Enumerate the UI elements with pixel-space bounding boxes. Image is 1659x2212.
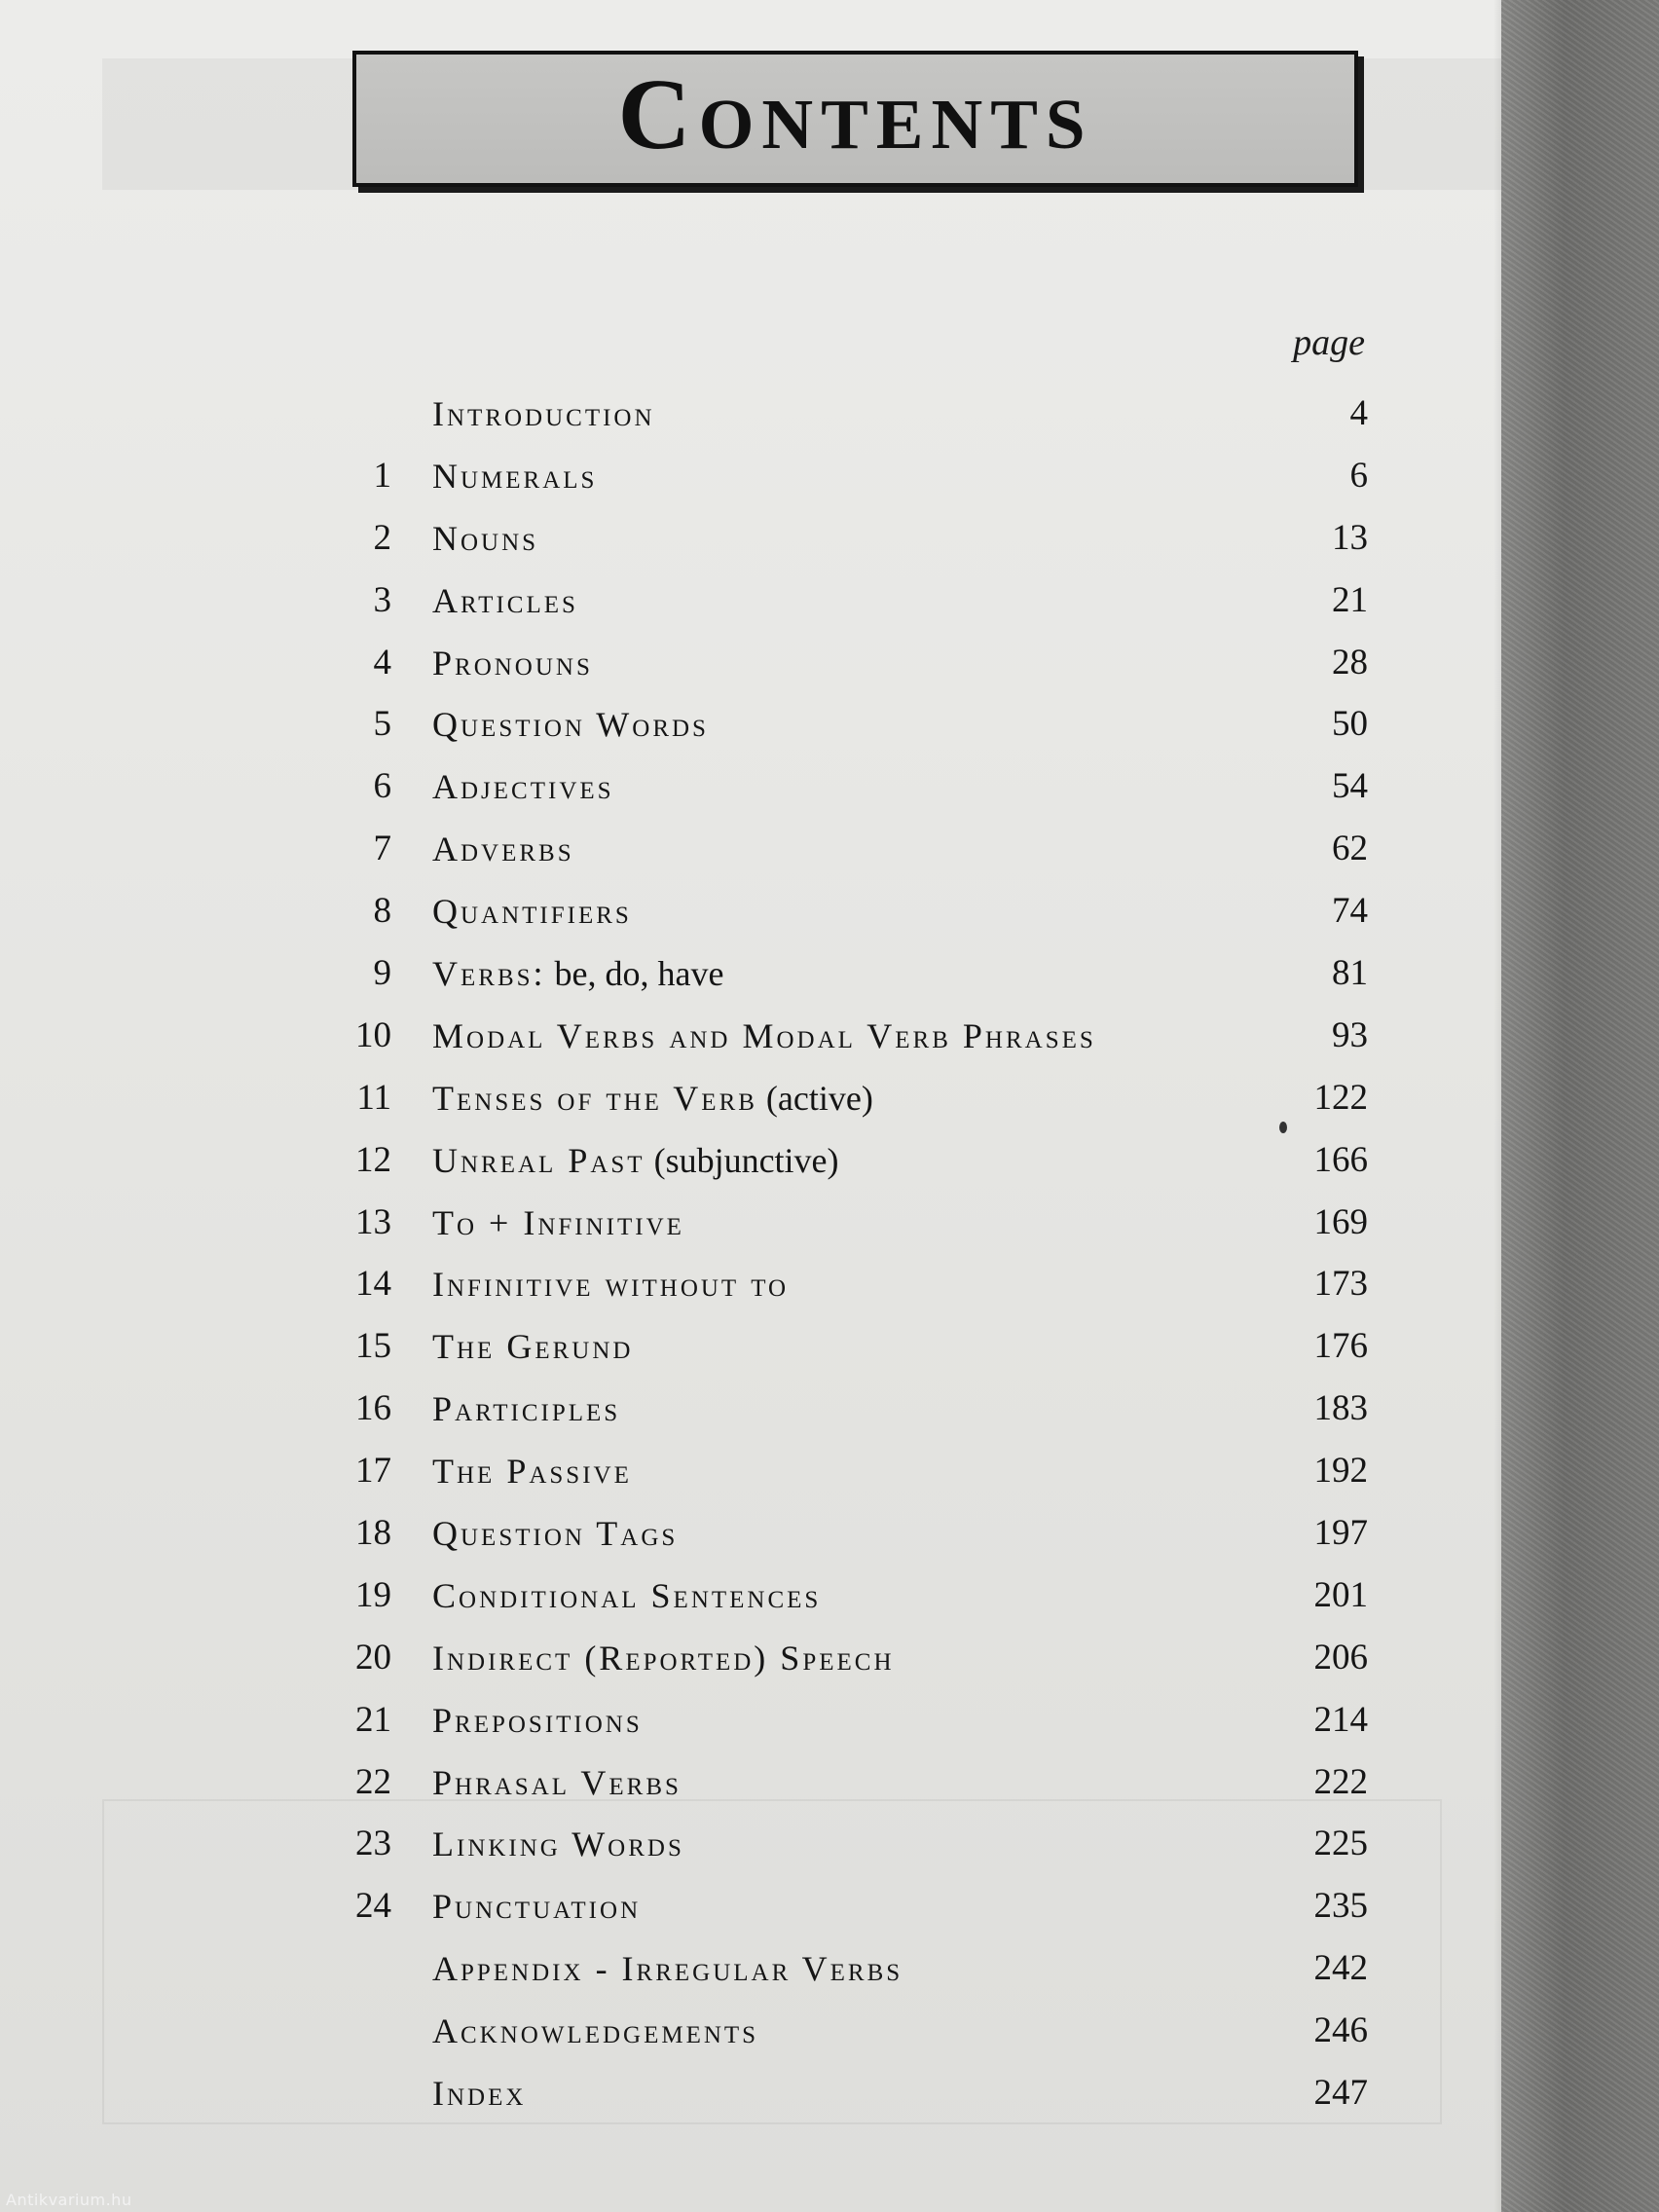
page-number: 183 xyxy=(1313,1388,1368,1429)
chapter-title-text: Punctuation xyxy=(432,1887,642,1927)
toc-entry xyxy=(331,634,1368,696)
page-number: 192 xyxy=(1313,1451,1368,1492)
chapter-number: 15 xyxy=(355,1326,391,1367)
toc-entry xyxy=(331,820,1368,882)
toc-entry xyxy=(331,882,1368,944)
chapter-number: 7 xyxy=(373,829,391,869)
toc-entry xyxy=(331,447,1368,509)
contents-title-box xyxy=(352,51,1358,187)
chapter-title-text: Conditional Sentences xyxy=(432,1575,822,1615)
toc-entry xyxy=(331,571,1368,634)
chapter-title xyxy=(432,1939,903,1998)
page-number: 6 xyxy=(1349,455,1368,496)
chapter-title-suffix: (subjunctive) xyxy=(645,1140,839,1180)
page-number: 222 xyxy=(1313,1761,1368,1802)
print-speck xyxy=(1279,1122,1287,1133)
chapter-title xyxy=(432,1069,873,1127)
chapter-number: 20 xyxy=(355,1637,391,1677)
chapter-title-text: Verbs: xyxy=(432,954,546,994)
chapter-title xyxy=(432,1442,632,1500)
page-number: 225 xyxy=(1313,1824,1368,1864)
chapter-title-text: Indirect (Reported) Speech xyxy=(432,1638,895,1677)
chapter-title-suffix: (active) xyxy=(756,1078,873,1118)
chapter-title xyxy=(432,571,578,630)
page-number: 13 xyxy=(1332,517,1368,558)
chapter-title-text: The Gerund xyxy=(432,1327,634,1367)
chapter-title xyxy=(432,944,723,1003)
chapter-number: 19 xyxy=(355,1574,391,1615)
toc-entry xyxy=(331,1255,1368,1317)
chapter-number: 21 xyxy=(355,1699,391,1740)
page-number: 166 xyxy=(1313,1139,1368,1180)
chapter-title-text: Numerals xyxy=(432,456,598,496)
chapter-title-text: Nouns xyxy=(432,518,539,558)
chapter-number: 17 xyxy=(355,1451,391,1492)
page-number: 54 xyxy=(1332,766,1368,807)
chapter-title-suffix: be, do, have xyxy=(545,954,724,994)
chapter-number: 1 xyxy=(373,455,391,496)
page-number: 62 xyxy=(1332,829,1368,869)
chapter-title xyxy=(432,1753,682,1812)
chapter-title-text: The Passive xyxy=(432,1452,632,1492)
chapter-title xyxy=(432,1194,684,1252)
toc-entry xyxy=(331,1567,1368,1629)
chapter-title xyxy=(432,1255,789,1313)
chapter-title xyxy=(432,447,597,505)
chapter-title-text: Phrasal Verbs xyxy=(432,1762,682,1802)
chapter-number: 3 xyxy=(373,579,391,620)
chapter-number: 10 xyxy=(355,1014,391,1055)
page-number: 81 xyxy=(1332,953,1368,994)
chapter-title xyxy=(432,385,655,443)
chapter-number: 16 xyxy=(355,1388,391,1429)
chapter-title xyxy=(432,1380,620,1438)
toc-entry xyxy=(331,1877,1368,1939)
chapter-number: 2 xyxy=(373,517,391,558)
chapter-title-text: Pronouns xyxy=(432,643,593,682)
page-number: 176 xyxy=(1313,1326,1368,1367)
chapter-title xyxy=(432,1691,643,1750)
chapter-title-text: Tenses of the Verb xyxy=(432,1078,757,1118)
chapter-number: 8 xyxy=(373,891,391,932)
chapter-title-text: Appendix - Irregular Verbs xyxy=(432,1949,903,1989)
chapter-number: 5 xyxy=(373,704,391,745)
toc-entry xyxy=(331,1069,1368,1131)
page-number: 21 xyxy=(1332,579,1368,620)
watermark: Antikvarium.hu xyxy=(6,2191,132,2209)
chapter-title-text: Index xyxy=(432,2074,527,2114)
toc-entry xyxy=(331,1194,1368,1256)
toc-entry xyxy=(331,1131,1368,1194)
chapter-title-text: Question Words xyxy=(432,705,709,745)
chapter-title xyxy=(432,1131,839,1190)
chapter-title-text: Adjectives xyxy=(432,767,614,807)
chapter-title xyxy=(432,1504,678,1563)
chapter-number: 13 xyxy=(355,1201,391,1242)
chapter-title-text: Question Tags xyxy=(432,1514,679,1554)
toc-entry xyxy=(331,509,1368,571)
toc-entry xyxy=(331,695,1368,757)
page-number: 242 xyxy=(1313,1948,1368,1989)
chapter-title-text: Linking Words xyxy=(432,1825,684,1864)
table-of-contents xyxy=(331,385,1368,2126)
chapter-title-text: Modal Verbs and Modal Verb Phrases xyxy=(432,1015,1096,1055)
chapter-title xyxy=(432,1877,641,1936)
page-number: 173 xyxy=(1313,1264,1368,1305)
chapter-number: 4 xyxy=(373,642,391,682)
toc-entry xyxy=(331,1691,1368,1753)
chapter-title xyxy=(432,2064,526,2122)
page-number: 50 xyxy=(1332,704,1368,745)
chapter-title xyxy=(432,882,632,940)
page-title: Contents xyxy=(617,58,1093,170)
chapter-number: 14 xyxy=(355,1264,391,1305)
chapter-title-text: Introduction xyxy=(432,394,655,433)
toc-entry xyxy=(331,1380,1368,1442)
toc-entry xyxy=(331,757,1368,820)
page-number: 4 xyxy=(1349,393,1368,433)
chapter-title-text: To + Infinitive xyxy=(432,1202,684,1242)
chapter-number: 23 xyxy=(355,1824,391,1864)
chapter-title xyxy=(432,634,593,692)
page-number: 169 xyxy=(1313,1201,1368,1242)
chapter-number: 18 xyxy=(355,1513,391,1554)
chapter-number: 6 xyxy=(373,766,391,807)
chapter-title xyxy=(432,1629,895,1687)
chapter-title xyxy=(432,1317,633,1376)
toc-entry xyxy=(331,2002,1368,2064)
chapter-title-text: Adverbs xyxy=(432,830,574,869)
chapter-title xyxy=(432,1007,1096,1065)
chapter-title-text: Unreal Past xyxy=(432,1140,645,1180)
chapter-title xyxy=(432,820,574,878)
chapter-title xyxy=(432,1815,684,1873)
page-number: 235 xyxy=(1313,1886,1368,1927)
chapter-title-text: Infinitive without to xyxy=(432,1265,790,1305)
chapter-title-text: Acknowledgements xyxy=(432,2011,759,2051)
page-number: 74 xyxy=(1332,891,1368,932)
toc-entry xyxy=(331,1442,1368,1504)
chapter-number: 11 xyxy=(356,1077,391,1118)
chapter-title xyxy=(432,757,614,816)
chapter-title-text: Quantifiers xyxy=(432,892,632,932)
chapter-number: 12 xyxy=(355,1139,391,1180)
chapter-title-text: Articles xyxy=(432,580,578,620)
toc-entry xyxy=(331,1317,1368,1380)
toc-entry xyxy=(331,1753,1368,1816)
chapter-title xyxy=(432,2002,758,2060)
page-number: 214 xyxy=(1313,1699,1368,1740)
chapter-title xyxy=(432,509,538,568)
toc-entry xyxy=(331,1504,1368,1567)
chapter-title-text: Prepositions xyxy=(432,1700,643,1740)
toc-entry xyxy=(331,385,1368,447)
book-binding xyxy=(1501,0,1659,2212)
toc-entry xyxy=(331,1629,1368,1691)
chapter-title xyxy=(432,1567,821,1625)
page-number: 93 xyxy=(1332,1014,1368,1055)
toc-entry xyxy=(331,1007,1368,1069)
chapter-title xyxy=(432,695,709,754)
page-number: 197 xyxy=(1313,1513,1368,1554)
chapter-title-text: Participles xyxy=(432,1389,621,1429)
chapter-number: 24 xyxy=(355,1886,391,1927)
chapter-number: 22 xyxy=(355,1761,391,1802)
page-column-label: page xyxy=(1293,322,1365,363)
toc-entry xyxy=(331,2064,1368,2126)
toc-entry xyxy=(331,1939,1368,2002)
page-number: 28 xyxy=(1332,642,1368,682)
toc-entry xyxy=(331,944,1368,1007)
page-number: 206 xyxy=(1313,1637,1368,1677)
page-number: 247 xyxy=(1313,2073,1368,2114)
page-number: 246 xyxy=(1313,2010,1368,2051)
chapter-number: 9 xyxy=(373,953,391,994)
toc-entry xyxy=(331,1815,1368,1877)
page-number: 122 xyxy=(1313,1077,1368,1118)
page-number: 201 xyxy=(1313,1574,1368,1615)
